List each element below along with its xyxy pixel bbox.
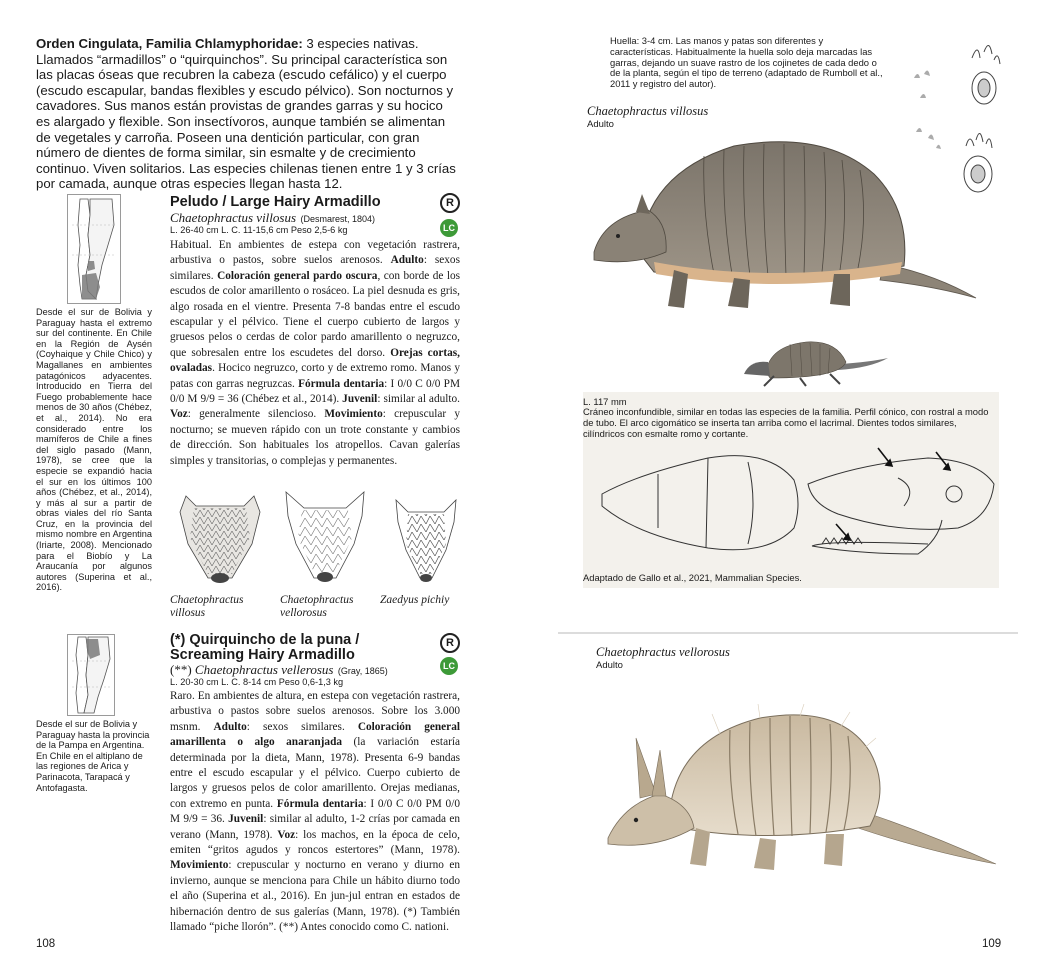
species2-segment: : I 0/0 C 0/0 PM 0/0 M 9/9 = 36.	[170, 797, 460, 826]
map-drawing	[68, 195, 120, 303]
skull-illustrations	[598, 444, 998, 572]
range-map-vellerosus	[67, 634, 115, 716]
range-map-villosus	[67, 194, 121, 304]
species1-common-name: Peludo / Large Hairy Armadillo	[170, 194, 381, 210]
intro-text: 3 especies nativas. Llamados “armadillos” o “quirquinchos”. Su principal característica son las placas óseas que recubren la cabeza (escudo cefálico) y el cuerpo (escudo escapular, bandas flexibles y escudo pélvico). Son nocturnos y cavadores. Sus manos están provistas de grandes garras y su hocico es alargado y flexible. Son insectívoros, aunque también se alimentan de vegetales y carroña. Poseen una dentición particular, con gran número de dientes de forma similar, sin esmalte y de crecimiento continuo. Viven solitarios. Las especies chilenas tienen entre 1 y 3 crías por camada, aunque otras especies llegan hasta 12.	[36, 36, 456, 192]
illustration-villosus-running	[740, 338, 890, 388]
rare-badge-2: R	[440, 633, 460, 653]
species1-segment: Habitual. En ambientes de estepa con vegetación rastrera, arbustiva o pastos, sobre suelos arenosos.	[170, 239, 460, 267]
species1-segment: Voz	[170, 408, 188, 421]
species1-segment: : crepuscular y nocturno; se mueven rápido con un trote constante y cambios de dirección. Son habituales los atropellos. Cavan galerías simples y transitorias, o complejas y permanentes.	[170, 408, 460, 467]
species2-common-line1: (*) Quirquincho de la puna /	[170, 632, 360, 648]
track-caption: Huella: 3-4 cm. Las manos y patas son diferentes y características. Habitualmente la huella solo deja marcadas las garras, dejando un suave rastro de los cojinetes de cada dedo o de la planta, según el tipo de terreno (adaptado de Rumboll et al., 2011 y registro del autor).	[610, 35, 883, 90]
head-caption-2-line2: vellorosus	[280, 607, 327, 619]
species2-scientific: Chaetophractus vellerosus	[194, 662, 334, 677]
species2-description	[170, 689, 460, 936]
head-illustration-villosus	[172, 482, 268, 586]
illustration-vellerosus-adult	[600, 704, 1000, 876]
species1-segment: . Hocico negruzco, corto y de extremo romo. Manos y patas con garras negruzcas.	[170, 362, 460, 390]
species1-scientific: Chaetophractus villosus	[170, 210, 297, 225]
species2-segment: Coloración general amarillenta o algo anaranjada	[170, 720, 460, 749]
skull-measure: L. 117 mm	[583, 396, 627, 407]
species1-author: (Desmarest, 1804)	[300, 214, 376, 224]
head-illustration-vellorosus	[278, 482, 372, 586]
lc-badge-2: LC	[440, 657, 458, 675]
intro-paragraph	[36, 36, 460, 192]
plate1-title: Chaetophractus villosus	[587, 104, 709, 118]
species1-segment: : generalmente silencioso.	[187, 408, 325, 421]
range-text-vellerosus: Desde el sur de Bolivia y Paraguay hasta la provincia de la Pampa en Argentina. En Chile en el altiplano de las regiones de Arica y Parinacota, Tarapacá y Antofagasta.	[36, 719, 150, 793]
head-caption-3	[380, 594, 449, 607]
species1-segment: : similar al adulto.	[377, 393, 460, 406]
species2-segment: (la variación estaría determinada por la dieta, Mann, 1978). Presenta 6-9 bandas entre el escudo escapular y el pélvico. Cuerpo cubierto de largos y gruesos pelos de color amarillento. Orejas medianas, con extremo en punta.	[170, 736, 460, 810]
species1-segment: Fórmula dentaria	[298, 377, 385, 390]
species2-measurements: L. 20-30 cm L. C. 8-14 cm Peso 0,6-1,3 kg	[170, 677, 344, 687]
species2-segment: Juvenil	[228, 813, 264, 826]
species1-measurements: L. 26-40 cm L. C. 11-15,6 cm Peso 2,5-6 kg	[170, 225, 348, 235]
head-caption-1-line2: villosus	[170, 607, 206, 619]
species2-segment: : sexos similares.	[246, 720, 358, 733]
skull-credit: Adaptado de Gallo et al., 2021, Mammalian Species.	[583, 572, 802, 583]
species1-segment: Orejas cortas, ovaladas	[170, 346, 460, 375]
illustration-villosus-adult	[584, 134, 984, 318]
rare-badge-1: R	[440, 193, 460, 213]
plate2-title: Chaetophractus vellorosus	[596, 645, 730, 659]
page-number-right: 109	[982, 938, 1002, 950]
lc-badge-1: LC	[440, 219, 458, 237]
species2-sci-prefix: (**)	[170, 662, 195, 677]
plate1-subtitle: Adulto	[587, 119, 614, 130]
head-caption-1-line1: Chaetophractus	[170, 594, 244, 606]
head-caption-2	[280, 594, 353, 620]
page-number-left: 108	[36, 938, 56, 950]
head-illustration-pichiy	[390, 492, 462, 586]
skull-caption: Cráneo inconfundible, similar en todas las especies de la familia. Perfil cónico, con rostral a modo de tubo. El arco cigomático se inserta tan arriba como el lacrimal. Dientes todos similares, cilíndricos con esmalte romo y cortante.	[583, 406, 989, 439]
species2-segment: Fórmula dentaria	[276, 797, 364, 810]
species1-description	[170, 238, 460, 469]
species2-segment: Movimiento	[170, 859, 229, 872]
species1-segment: : sexos similares.	[170, 254, 460, 282]
species2-segment: : crepuscular y nocturno en verano y diurno en invierno, aunque se menciona para Chile un hábito diurno todo el año (Superina et al., 2016). En jun-jul entran en estados de hibernación dentro de sus galerías (Mann, 1978). (*) También llamado “piche llorón”. (**) Antes conocido como C. nationi.	[170, 859, 460, 934]
species2-author: (Gray, 1865)	[337, 666, 388, 676]
head-caption-1	[170, 594, 243, 620]
species2-segment: Adulto	[213, 720, 247, 733]
species1-segment: : I 0/0 C 0/0 PM 0/0 M 9/9 = 36 (Chébez et al., 2014).	[170, 377, 460, 406]
species2-segment: Voz	[277, 828, 296, 841]
species2-segment: : los machos, en la época de celo, emiten “gritos agudos y roncos estertores” (Mann, 1978).	[170, 828, 460, 857]
species2-common-line2: Screaming Hairy Armadillo	[170, 647, 355, 663]
species2-segment: : similar al adulto, 1-2 crías por camada en verano (Mann, 1978).	[170, 813, 460, 841]
section-divider	[558, 632, 1018, 634]
head-caption-3-line1: Zaedyus pichiy	[380, 594, 450, 606]
species1-segment: , con borde de los escudos de color amarillento o rosáceo. La piel desnuda es gris, algo rosada en el vientre. Presenta 7-8 bandas entre el escudo escapular y el pélvico. Tiene el cuerpo cubierto de largos y gruesos pelos o cerdas de color pardo amarillento o negruzco, que sobresalen entre los escudetes del dorso.	[170, 269, 460, 359]
species2-segment: Raro. En ambientes de altura, en estepa con vegetación rastrera, arbustiva o pastos sobre suelos arenosos. Sobre los 3.000 msnm.	[170, 690, 460, 733]
species1-segment: Juvenil	[342, 393, 378, 406]
species1-segment: Coloración general pardo oscura	[217, 269, 378, 282]
plate2-subtitle: Adulto	[596, 660, 623, 671]
head-caption-2-line1: Chaetophractus	[280, 594, 354, 606]
species1-segment: Adulto	[390, 254, 424, 267]
range-text-villosus: Desde el sur de Bolivia y Paraguay hasta el extremo sur del continente. En Chile en la Región de Aysén (Coyhaique y Chile Chico) y Magallanes en ambientes patagónicos adyacentes. Introducido en Tierra del Fuego probablemente hace menos de 30 años (Chébez, et al., 2014). No era considerado entre los mamíferos de Chile a fines del siglo pasado (Mann, 1978), se cree que la especie se expandió hacia el sur en los últimos 100 años (Chébez, et al., 2014), y más al sur a partir de obras viales del río Santa Cruz, en la provincia del mismo nombre en Argentina (Iriarte, 2008). Mencionado para el Biobío y La Araucanía por algunos autores (Superina et al., 2016).	[36, 307, 152, 593]
species1-segment: Movimiento	[324, 408, 383, 421]
intro-lead: Orden Cingulata, Familia Chlamyphoridae:	[36, 36, 303, 51]
map-drawing-2	[68, 635, 114, 715]
